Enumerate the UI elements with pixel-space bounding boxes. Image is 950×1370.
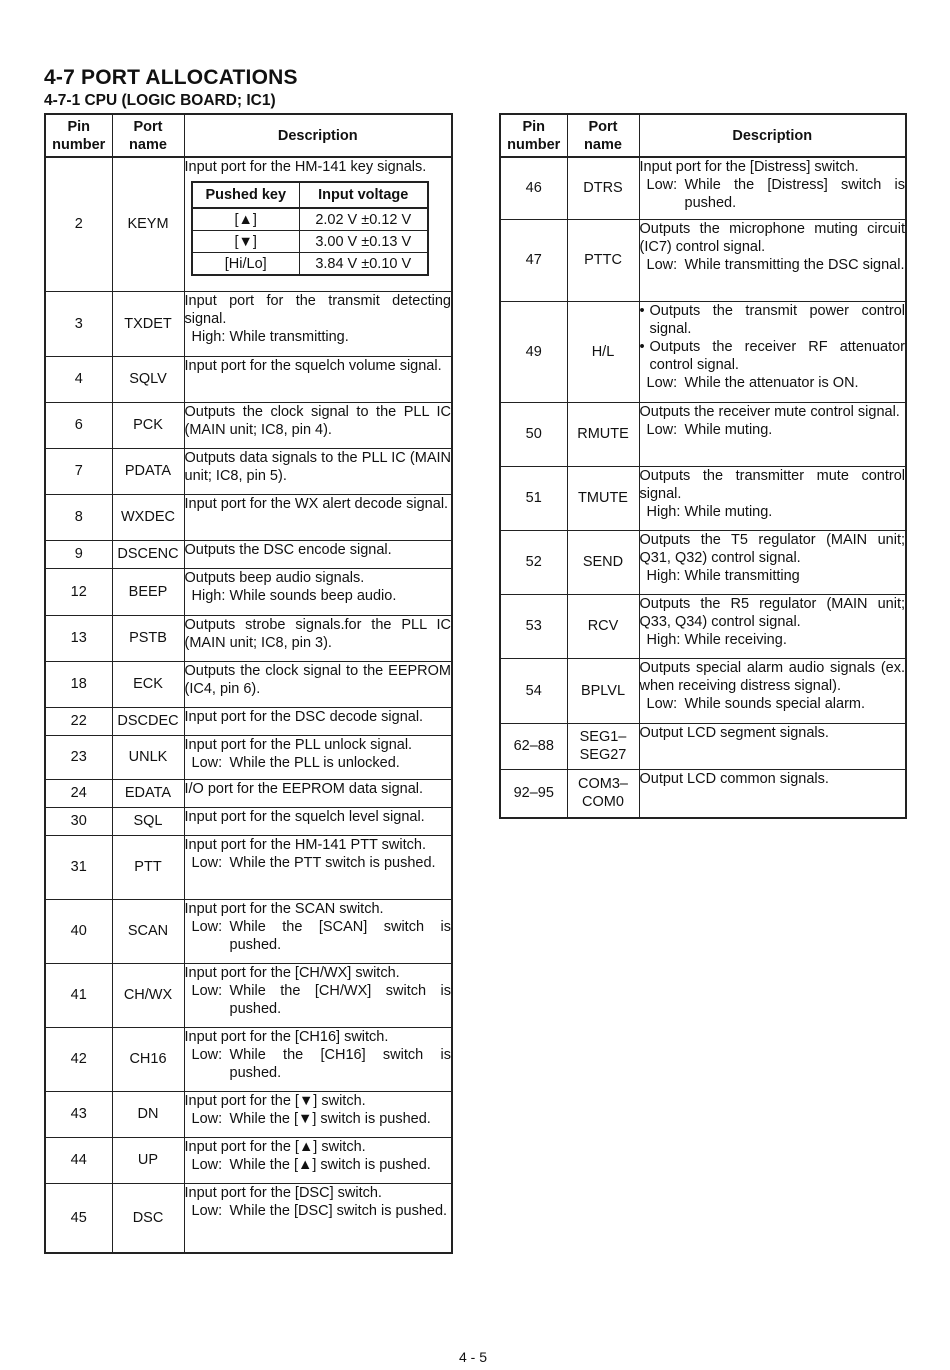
- col-header-description: Description: [184, 114, 452, 157]
- condition: [185, 1202, 452, 1220]
- condition-level: Low:: [191, 1110, 223, 1127]
- condition-text: While transmitting the DSC signal.: [684, 256, 905, 273]
- port-name: CH/WX: [112, 963, 184, 1027]
- description-text: I/O port for the EEPROM data signal.: [184, 780, 424, 797]
- table-row: [45, 1183, 452, 1253]
- table-row: [500, 402, 906, 466]
- port-name: DSC: [112, 1183, 184, 1253]
- description-text: Input port for the squelch level signal.: [184, 808, 425, 825]
- condition-level: Low:: [191, 1202, 223, 1219]
- description-text: Input port for the DSC decode signal.: [184, 708, 424, 725]
- port-name: WXDEC: [112, 494, 184, 540]
- description-text: Outputs the clock signal to the PLL IC (MAIN unit; IC8, pin 4).: [184, 403, 451, 438]
- description-text: Outputs the R5 regulator (MAIN unit; Q33, Q34) control signal.: [639, 595, 905, 630]
- pin-number: 9: [45, 540, 112, 568]
- key-table-row: [192, 231, 428, 253]
- port-name: BPLVL: [567, 658, 639, 723]
- key-table-header-cell: Input voltage: [299, 182, 427, 208]
- port-name: DTRS: [567, 157, 639, 219]
- pin-number: 6: [45, 402, 112, 448]
- port-name: BEEP: [112, 568, 184, 615]
- description-text: Outputs beep audio signals.: [184, 569, 365, 586]
- pin-number: 23: [45, 735, 112, 779]
- page-title: 4-7 PORT ALLOCATIONS: [44, 66, 298, 89]
- bullet-item: [640, 302, 906, 338]
- condition-level: High:: [646, 567, 681, 584]
- condition-text: While the [▲] switch is pushed.: [229, 1156, 431, 1173]
- description: [184, 735, 452, 779]
- key-table-header-cell: Pushed key: [192, 182, 300, 208]
- port-name: DSCDEC: [112, 707, 184, 735]
- condition-text: While the PLL is unlocked.: [229, 754, 400, 771]
- pin-number: 22: [45, 707, 112, 735]
- condition: [640, 374, 906, 392]
- port-table-right: [499, 113, 907, 819]
- col-header-description: Description: [639, 114, 906, 157]
- condition: [185, 328, 452, 346]
- description: [639, 769, 906, 818]
- port-name: UP: [112, 1137, 184, 1183]
- col-header-pin: Pin number: [500, 114, 567, 157]
- pin-number: 92–95: [500, 769, 567, 818]
- bullet-icon: •: [639, 302, 645, 319]
- col-header-port: Port name: [567, 114, 639, 157]
- description-text: Outputs the transmitter mute control signal.: [639, 467, 905, 502]
- pin-number: 46: [500, 157, 567, 219]
- condition-text: While the [DSC] switch is pushed.: [229, 1202, 448, 1219]
- port-name: TXDET: [112, 291, 184, 356]
- table-row: [45, 779, 452, 807]
- port-name: PSTB: [112, 615, 184, 661]
- description-text: Input port for the [CH16] switch.: [184, 1028, 389, 1045]
- condition-level: High:: [646, 503, 681, 520]
- pin-number: 51: [500, 466, 567, 530]
- input-voltage: 3.00 V ±0.13 V: [299, 231, 427, 253]
- condition: [185, 1110, 452, 1128]
- pin-number: 7: [45, 448, 112, 494]
- pin-number: 12: [45, 568, 112, 615]
- pin-number: 44: [45, 1137, 112, 1183]
- condition-level: Low:: [646, 177, 678, 193]
- description-text: Input port for the [▲] switch.: [184, 1138, 366, 1155]
- condition-level: Low:: [646, 695, 678, 712]
- port-name: KEYM: [112, 157, 184, 291]
- condition-level: Low:: [646, 374, 678, 391]
- table-row: [45, 735, 452, 779]
- pin-number: 42: [45, 1027, 112, 1091]
- condition: [185, 587, 452, 605]
- port-name: SQLV: [112, 356, 184, 402]
- pin-number: 40: [45, 899, 112, 963]
- port-name: COM3– COM0: [567, 769, 639, 818]
- table-row: [500, 219, 906, 301]
- table-row: [45, 899, 452, 963]
- description-text: Input port for the squelch volume signal.: [184, 357, 442, 374]
- pin-number: 13: [45, 615, 112, 661]
- table-row: [45, 1027, 452, 1091]
- condition-level: Low:: [191, 918, 223, 935]
- description: [639, 466, 906, 530]
- description-text: Outputs strobe signals.for the PLL IC (MAIN unit; IC8, pin 3).: [184, 616, 451, 651]
- port-name: PTT: [112, 835, 184, 899]
- description-text: Outputs the DSC encode signal.: [184, 541, 392, 558]
- condition-text: While the PTT switch is pushed.: [229, 854, 436, 871]
- bullet-text: Outputs the receiver RF attenuator control signal.: [649, 338, 905, 373]
- condition-level: Low:: [191, 1156, 223, 1173]
- description: [184, 494, 452, 540]
- description: [184, 807, 452, 835]
- port-name: ECK: [112, 661, 184, 707]
- table-row: [45, 1091, 452, 1137]
- table-row: [45, 963, 452, 1027]
- port-name: SQL: [112, 807, 184, 835]
- table-row: [500, 723, 906, 769]
- description: [184, 356, 452, 402]
- condition: [640, 421, 906, 439]
- condition-text: While the [SCAN] switch is pushed.: [229, 918, 451, 953]
- table-row: [45, 494, 452, 540]
- description-text: Outputs the T5 regulator (MAIN unit; Q31, Q32) control signal.: [639, 531, 905, 566]
- description-text: Input port for the [DSC] switch.: [184, 1184, 382, 1201]
- condition-level: High:: [191, 587, 226, 604]
- col-header-port: Port name: [112, 114, 184, 157]
- input-voltage: 2.02 V ±0.12 V: [299, 208, 427, 231]
- condition-level: Low:: [191, 982, 223, 999]
- condition-level: High:: [191, 328, 226, 345]
- condition: [640, 695, 906, 713]
- condition-level: Low:: [191, 1046, 223, 1063]
- table-row: [45, 807, 452, 835]
- condition: [640, 256, 906, 274]
- port-name: PDATA: [112, 448, 184, 494]
- description: [184, 835, 452, 899]
- description-text: Input port for the PLL unlock signal.: [184, 736, 413, 753]
- pin-number: 3: [45, 291, 112, 356]
- condition-text: While sounds beep audio.: [229, 587, 397, 604]
- description: [184, 1027, 452, 1091]
- description: [184, 661, 452, 707]
- col-header-pin: Pin number: [45, 114, 112, 157]
- table-row: [45, 291, 452, 356]
- description-text: Input port for the HM-141 key signals.: [184, 159, 427, 175]
- condition-level: Low:: [191, 754, 223, 771]
- description-text: Outputs the microphone muting circuit (IC7) control signal.: [639, 220, 905, 255]
- pin-number: 53: [500, 594, 567, 658]
- table-row: [45, 835, 452, 899]
- bullet-icon: •: [639, 338, 645, 355]
- condition-level: Low:: [191, 854, 223, 871]
- pin-number: 54: [500, 658, 567, 723]
- description-text: Input port for the [CH/WX] switch.: [184, 964, 400, 981]
- pin-number: 52: [500, 530, 567, 594]
- condition-text: While the [▼] switch is pushed.: [229, 1110, 431, 1127]
- description-text: Input port for the [Distress] switch.: [639, 159, 859, 175]
- condition-level: Low:: [646, 421, 678, 438]
- condition-text: While the [CH/WX] switch is pushed.: [229, 982, 451, 1017]
- description-text: Input port for the [▼] switch.: [184, 1092, 366, 1109]
- table-row: [500, 157, 906, 219]
- pin-number: 30: [45, 807, 112, 835]
- port-name: RCV: [567, 594, 639, 658]
- pin-number: 18: [45, 661, 112, 707]
- description: [184, 963, 452, 1027]
- description: [184, 615, 452, 661]
- description: [639, 157, 906, 219]
- description: [184, 1137, 452, 1183]
- pin-number: 47: [500, 219, 567, 301]
- condition: [185, 854, 452, 872]
- table-row: [45, 661, 452, 707]
- description: [639, 301, 906, 402]
- table-row: [45, 448, 452, 494]
- condition-text: While the [Distress] switch is pushed.: [684, 177, 905, 211]
- pin-number: 31: [45, 835, 112, 899]
- pin-number: 50: [500, 402, 567, 466]
- port-name: SEG1– SEG27: [567, 723, 639, 769]
- condition-level: High:: [646, 631, 681, 648]
- description: [184, 448, 452, 494]
- condition: [640, 567, 906, 585]
- condition-text: While transmitting.: [229, 328, 349, 345]
- port-name: RMUTE: [567, 402, 639, 466]
- port-name: EDATA: [112, 779, 184, 807]
- table-row: [500, 658, 906, 723]
- bullet-item: [640, 338, 906, 374]
- key-table-row: [192, 253, 428, 276]
- port-name: DSCENC: [112, 540, 184, 568]
- pin-number: 4: [45, 356, 112, 402]
- table-row: [500, 530, 906, 594]
- description: [184, 1091, 452, 1137]
- condition: [185, 754, 452, 772]
- condition: [640, 631, 906, 649]
- pin-number: 41: [45, 963, 112, 1027]
- condition: [185, 982, 452, 1018]
- description: [184, 402, 452, 448]
- port-name: H/L: [567, 301, 639, 402]
- key-table-header: [192, 182, 428, 208]
- description: [639, 530, 906, 594]
- condition: [185, 918, 452, 954]
- port-name: UNLK: [112, 735, 184, 779]
- description-text: Output LCD common signals.: [639, 770, 829, 787]
- table-row: [45, 157, 452, 291]
- pin-number: 8: [45, 494, 112, 540]
- description: [184, 291, 452, 356]
- description: [184, 157, 452, 291]
- description-text: Outputs special alarm audio signals (ex. when receiving distress signal).: [639, 659, 905, 694]
- condition: [185, 1046, 452, 1082]
- description-text: Input port for the WX alert decode signal.: [184, 495, 449, 512]
- condition-text: While transmitting: [684, 567, 800, 584]
- description: [639, 219, 906, 301]
- port-name: DN: [112, 1091, 184, 1137]
- condition-text: While muting.: [684, 421, 773, 438]
- pushed-key: [▼]: [192, 231, 300, 253]
- condition-text: While the [CH16] switch is pushed.: [229, 1046, 451, 1081]
- port-name: TMUTE: [567, 466, 639, 530]
- pushed-key: [▲]: [192, 208, 300, 231]
- table-row: [500, 594, 906, 658]
- port-table-left: [44, 113, 453, 1254]
- description: [184, 540, 452, 568]
- description-text: Input port for the transmit detecting signal.: [184, 292, 451, 327]
- condition: [640, 176, 906, 212]
- condition-level: Low:: [646, 256, 678, 273]
- table-row: [45, 402, 452, 448]
- condition-text: While the attenuator is ON.: [684, 374, 859, 391]
- pin-number: 43: [45, 1091, 112, 1137]
- table-row: [45, 1137, 452, 1183]
- condition-text: While muting.: [684, 503, 773, 520]
- description: [639, 402, 906, 466]
- key-table-row: [192, 208, 428, 231]
- description-text: Outputs the receiver mute control signal.: [639, 403, 900, 420]
- table-row: [500, 466, 906, 530]
- description: [184, 707, 452, 735]
- table-row: [45, 356, 452, 402]
- port-name: PTTC: [567, 219, 639, 301]
- description-text: Outputs data signals to the PLL IC (MAIN unit; IC8, pin 5).: [184, 449, 451, 484]
- condition: [640, 503, 906, 521]
- pin-number: 62–88: [500, 723, 567, 769]
- table-row: [45, 540, 452, 568]
- condition: [185, 1156, 452, 1174]
- pin-number: 24: [45, 779, 112, 807]
- port-name: CH16: [112, 1027, 184, 1091]
- description: [184, 568, 452, 615]
- port-name: SCAN: [112, 899, 184, 963]
- section-title: 4-7-1 CPU (LOGIC BOARD; IC1): [44, 92, 276, 109]
- table-row: [500, 769, 906, 818]
- pushed-key: [Hi/Lo]: [192, 253, 300, 276]
- bullet-text: Outputs the transmit power control signal.: [649, 302, 905, 337]
- table-row: [45, 568, 452, 615]
- page-number: 4 - 5: [459, 1349, 488, 1365]
- description-text: Input port for the HM-141 PTT switch.: [184, 836, 426, 853]
- description: [184, 1183, 452, 1253]
- pin-number: 49: [500, 301, 567, 402]
- pushed-key-table: [191, 181, 429, 276]
- description: [184, 779, 452, 807]
- table-row: [45, 615, 452, 661]
- table-row: [500, 301, 906, 402]
- port-name: SEND: [567, 530, 639, 594]
- description: [184, 899, 452, 963]
- description: [639, 723, 906, 769]
- port-name: PCK: [112, 402, 184, 448]
- description-text: Input port for the SCAN switch.: [184, 900, 384, 917]
- condition-text: While sounds special alarm.: [684, 695, 866, 712]
- pin-number: 2: [45, 157, 112, 291]
- description: [639, 658, 906, 723]
- input-voltage: 3.84 V ±0.10 V: [299, 253, 427, 276]
- pin-number: 45: [45, 1183, 112, 1253]
- description-text: Outputs the clock signal to the EEPROM (IC4, pin 6).: [184, 662, 451, 697]
- table-row: [45, 707, 452, 735]
- condition-text: While receiving.: [684, 631, 787, 648]
- description: [639, 594, 906, 658]
- description-text: Output LCD segment signals.: [639, 724, 829, 741]
